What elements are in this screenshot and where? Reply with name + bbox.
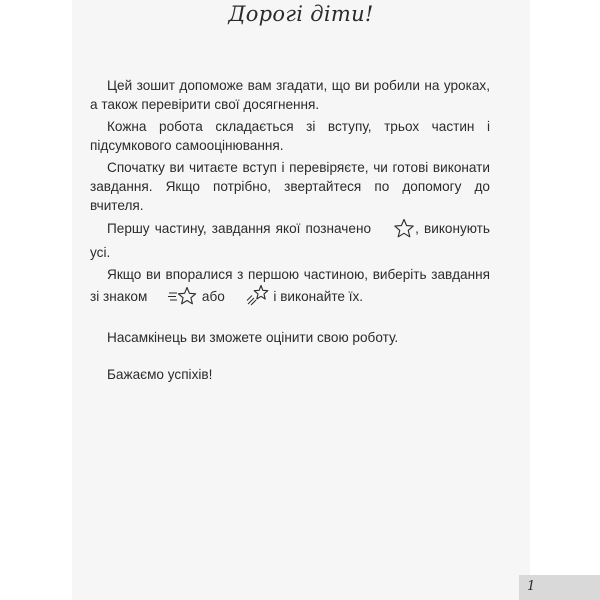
paragraph-6: Насамкінець ви зможете оцінити свою роботу. [107,330,399,345]
intro-text [90,76,490,387]
paragraph-7: Бажаємо успіхів! [107,367,213,382]
paragraph-5-text-b: або [201,289,225,304]
paragraph-4-text-b: , виконують усі. [90,221,490,260]
paragraph-5-text-c: і виконайте їх. [273,289,364,304]
star-speed-lines-icon [151,286,198,311]
paragraph-3: Спочатку ви читаєте вступ і перевіряєте, чи готові виконати завдання. Якщо потрібно, звертайтеся по допомогу до вчителя. [90,160,490,213]
page-title: Дорогі діти! [228,2,374,26]
paragraph-4 [90,218,490,262]
paragraph-5 [90,265,490,311]
paragraph-4-text-a: Першу частину, завдання якої позначено [107,221,372,236]
page-number: 1 [527,579,536,594]
paragraph-2: Кожна робота складається зі вступу, трьох частин і підсумкового самооцінювання. [90,119,490,153]
page-number-tab [519,575,600,600]
paragraph-5-text-a: Якщо ви впоралися з першою частиною, виберіть завдання зі знаком [90,267,490,304]
star-outline-icon [376,218,415,243]
paragraph-1: Цей зошит допоможе вам згадати, що ви робили на уроках, а також перевірити свої досягнення. [90,78,490,112]
workbook-page [72,0,536,600]
star-rocket-icon [229,284,270,311]
